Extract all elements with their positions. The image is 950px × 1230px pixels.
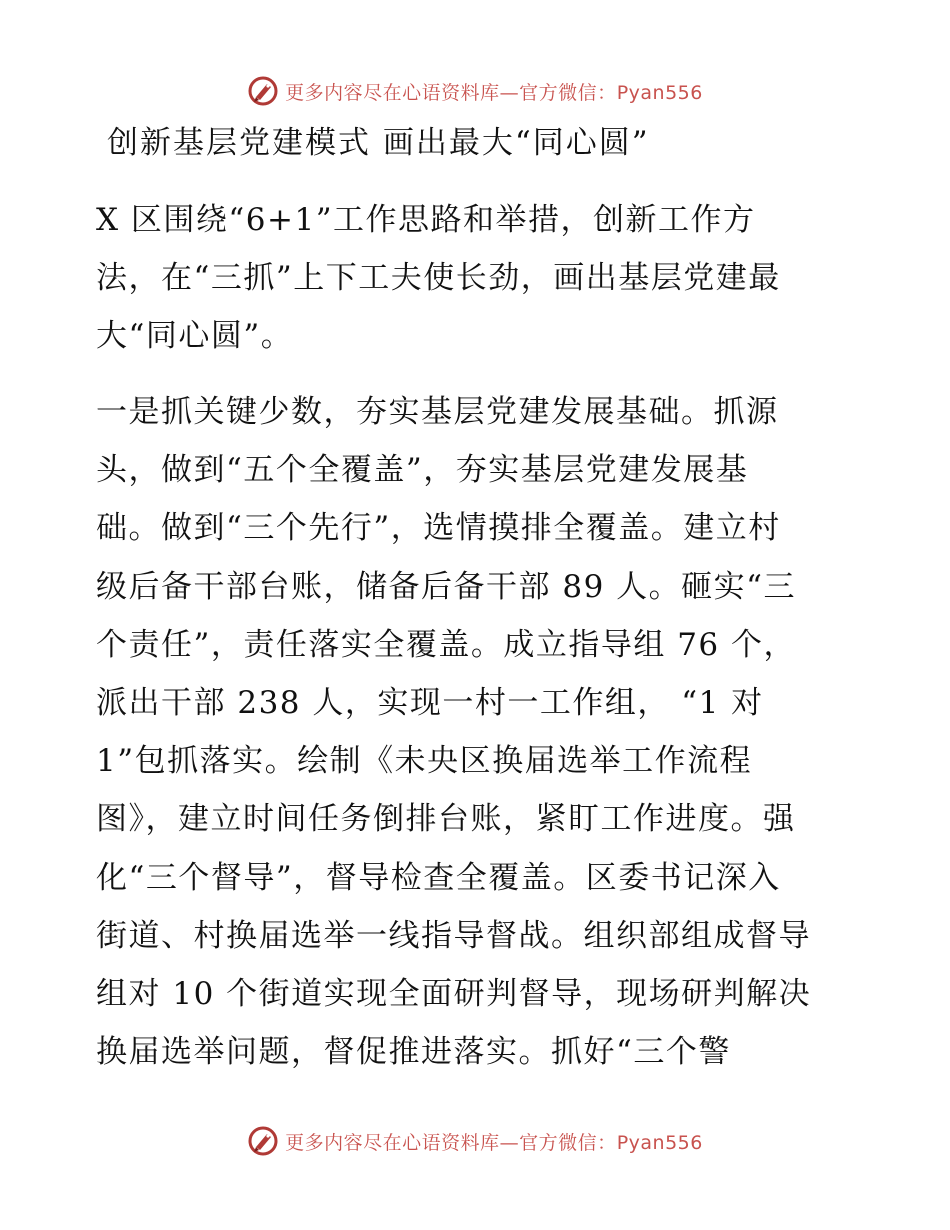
- watermark-content: [247, 1125, 703, 1157]
- paragraph-line: 个责任”，责任落实全覆盖。成立指导组 76 个，: [96, 626, 797, 663]
- paragraph-line: 法，在“三抓”上下工夫使长劲，画出基层党建最: [96, 260, 781, 297]
- pen-nib-logo-icon: [247, 75, 279, 107]
- watermark-official-label: 官方微信：: [519, 1131, 617, 1154]
- pen-nib-logo-icon: [247, 1125, 279, 1157]
- watermark-brand: 更多内容尽在心语资料库: [285, 81, 500, 104]
- paragraph-line: 图》，建立时间任务倒排台账，紧盯工作进度。强: [96, 801, 796, 838]
- watermark-separator: —: [499, 81, 520, 104]
- watermark-banner-top: [0, 71, 950, 111]
- watermark-text: [285, 1128, 703, 1155]
- paragraph-intro: [96, 191, 856, 366]
- paragraph-line: 组对 10 个街道实现全面研判督导，现场研判解决: [96, 975, 812, 1012]
- document-title: 创新基层党建模式 画出最大“同心圆”: [107, 125, 650, 161]
- paragraph-line: 化“三个督导”，督导检查全覆盖。区委书记深入: [96, 859, 781, 896]
- paragraph-line: 级后备干部台账，储备后备干部 89 人。砸实“三: [96, 568, 797, 605]
- watermark-content: [247, 75, 703, 107]
- watermark-brand: 更多内容尽在心语资料库: [285, 1131, 500, 1154]
- watermark-separator: —: [499, 1131, 520, 1154]
- paragraph-line: 大“同心圆”。: [96, 318, 294, 355]
- paragraph-line: 换届选举问题，督促推进落实。抓好“三个警: [96, 1034, 731, 1071]
- watermark-wechat-id: Pyan556: [616, 81, 703, 104]
- watermark-text: [285, 78, 703, 105]
- watermark-official-label: 官方微信：: [519, 81, 617, 104]
- paragraph-section-one: [96, 383, 856, 1081]
- paragraph-line: 街道、村换届选举一线指导督战。组织部组成督导: [96, 917, 811, 954]
- watermark-banner-bottom: [0, 1121, 950, 1161]
- paragraph-line: 一是抓关键少数，夯实基层党建发展基础。抓源: [96, 394, 779, 430]
- paragraph-line: 派出干部 238 人，实现一村一工作组， “1 对: [96, 684, 764, 721]
- paragraph-line: X 区围绕“6+1”工作思路和举措，创新工作方: [96, 202, 756, 238]
- paragraph-line: 头，做到“五个全覆盖”，夯实基层党建发展基: [96, 452, 749, 489]
- paragraph-line: 础。做到“三个先行”，选情摸排全覆盖。建立村: [96, 510, 781, 547]
- watermark-wechat-id: Pyan556: [616, 1131, 703, 1154]
- paragraph-line: 1”包抓落实。绘制《未央区换届选举工作流程: [96, 743, 753, 780]
